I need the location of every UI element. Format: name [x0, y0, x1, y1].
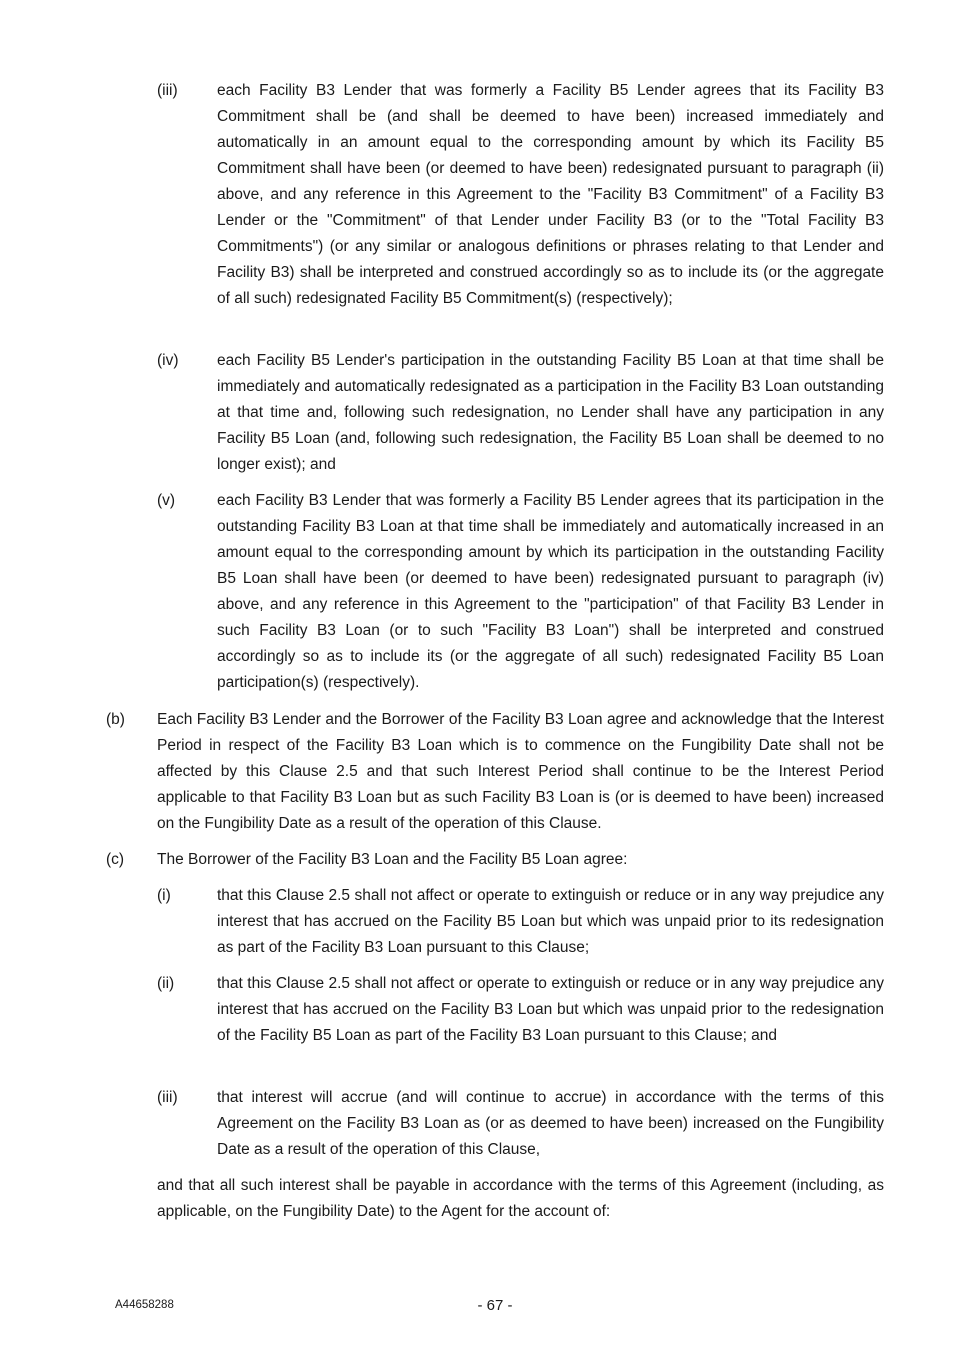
paragraph-number: (i)	[157, 887, 171, 904]
paragraph-c	[106, 847, 884, 873]
paragraph-number: (iii)	[157, 1089, 178, 1106]
continuation-text: and that all such interest shall be payable in accordance with the terms of this Agreement (including, as applicable, on the Fungibility Date) to the Agent for the account of:	[157, 1177, 884, 1220]
paragraph-number: (iii)	[157, 82, 178, 99]
paragraph-number: (ii)	[157, 975, 175, 992]
paragraph-iv	[157, 348, 884, 478]
page-number: - 67 -	[477, 1297, 513, 1314]
paragraph-c-ii	[157, 971, 884, 1049]
paragraph-text: Each Facility B3 Lender and the Borrower of the Facility B3 Loan agree and acknowledge that the Interest Period in respect of the Facility B3 Loan which is to commence on the Fungibility Date shall not be affected by this Clause 2.5 and that such Interest Period shall continue to be the Interest Period applicable to that Facility B3 Loan but as such Facility B3 Loan is (or is deemed to have been) increased on the Fungibility Date as a result of the operation of this Clause.	[157, 711, 884, 832]
paragraph-text: each Facility B3 Lender that was formerly a Facility B5 Lender agrees that its Facility B3 Commitment shall be (and shall be deemed to have been) increased immediately and automatically in an amount equal to the corresponding amount by which its Facility B5 Commitment shall have been (or deemed to have been) redesignated pursuant to paragraph (ii) above, and any reference in this Agreement to the "Facility B3 Commitment" of a Facility B3 Lender or the "Commitment" of that Lender under Facility B3 (or to the "Total Facility B3 Commitments") (or any similar or analogous definitions or phrases relating to that Lender and Facility B3) shall be interpreted and construed accordingly so as to include its (or the aggregate of all such) redesignated Facility B5 Commitment(s) (respectively);	[217, 82, 884, 307]
paragraph-number: (v)	[157, 492, 176, 509]
paragraph-text: each Facility B3 Lender that was formerly a Facility B5 Lender agrees that its participation in the outstanding Facility B3 Loan at that time shall be immediately and automatically increased in an amount equal to the corresponding amount by which its participation in the outstanding Facility B5 Loan shall have been (or deemed to have been) redesignated pursuant to paragraph (iv) above, and any reference in this Agreement to the "participation" of that Facility B3 Lender in such Facility B3 Loan (or to such "Facility B3 Loan") shall be interpreted and construed accordingly so as to include its (or the aggregate of all such) redesignated Facility B5 Loan participation(s) (respectively).	[217, 492, 884, 691]
paragraph-text: that this Clause 2.5 shall not affect or operate to extinguish or reduce or in any way prejudice any interest that has accrued on the Facility B3 Loan but which was unpaid prior to the redesignation of the Facility B5 Loan as part of the Facility B3 Loan pursuant to this Clause; and	[217, 975, 884, 1044]
paragraph-number: (b)	[106, 711, 125, 728]
paragraph-text: The Borrower of the Facility B3 Loan and the Facility B5 Loan agree:	[157, 851, 628, 868]
paragraph-b	[106, 707, 884, 837]
paragraph-text: each Facility B5 Lender's participation in the outstanding Facility B5 Loan at that time shall be immediately and automatically redesignated as a participation in the Facility B3 Loan outstanding at that time and, following such redesignation, no Lender shall have any participation in any Facility B5 Loan (and, following such redesignation, the Facility B5 Loan shall be deemed to no longer exist); and	[217, 352, 884, 473]
paragraph-text: that interest will accrue (and will continue to accrue) in accordance with the terms of this Agreement on the Facility B3 Loan as (or as deemed to have been) increased on the Fungibility Date as a result of the operation of this Clause,	[217, 1089, 884, 1158]
paragraph-v	[157, 488, 884, 696]
paragraph-text: that this Clause 2.5 shall not affect or operate to extinguish or reduce or in any way prejudice any interest that has accrued on the Facility B5 Loan but which was unpaid prior to its redesignation as part of the Facility B3 Loan pursuant to this Clause;	[217, 887, 884, 956]
paragraph-number: (c)	[106, 851, 125, 868]
paragraph-iii-a	[157, 78, 884, 312]
paragraph-c-iii	[157, 1085, 884, 1163]
document-reference: A44658288	[115, 1299, 174, 1311]
paragraph-number: (iv)	[157, 352, 179, 369]
paragraph-c-i	[157, 883, 884, 961]
